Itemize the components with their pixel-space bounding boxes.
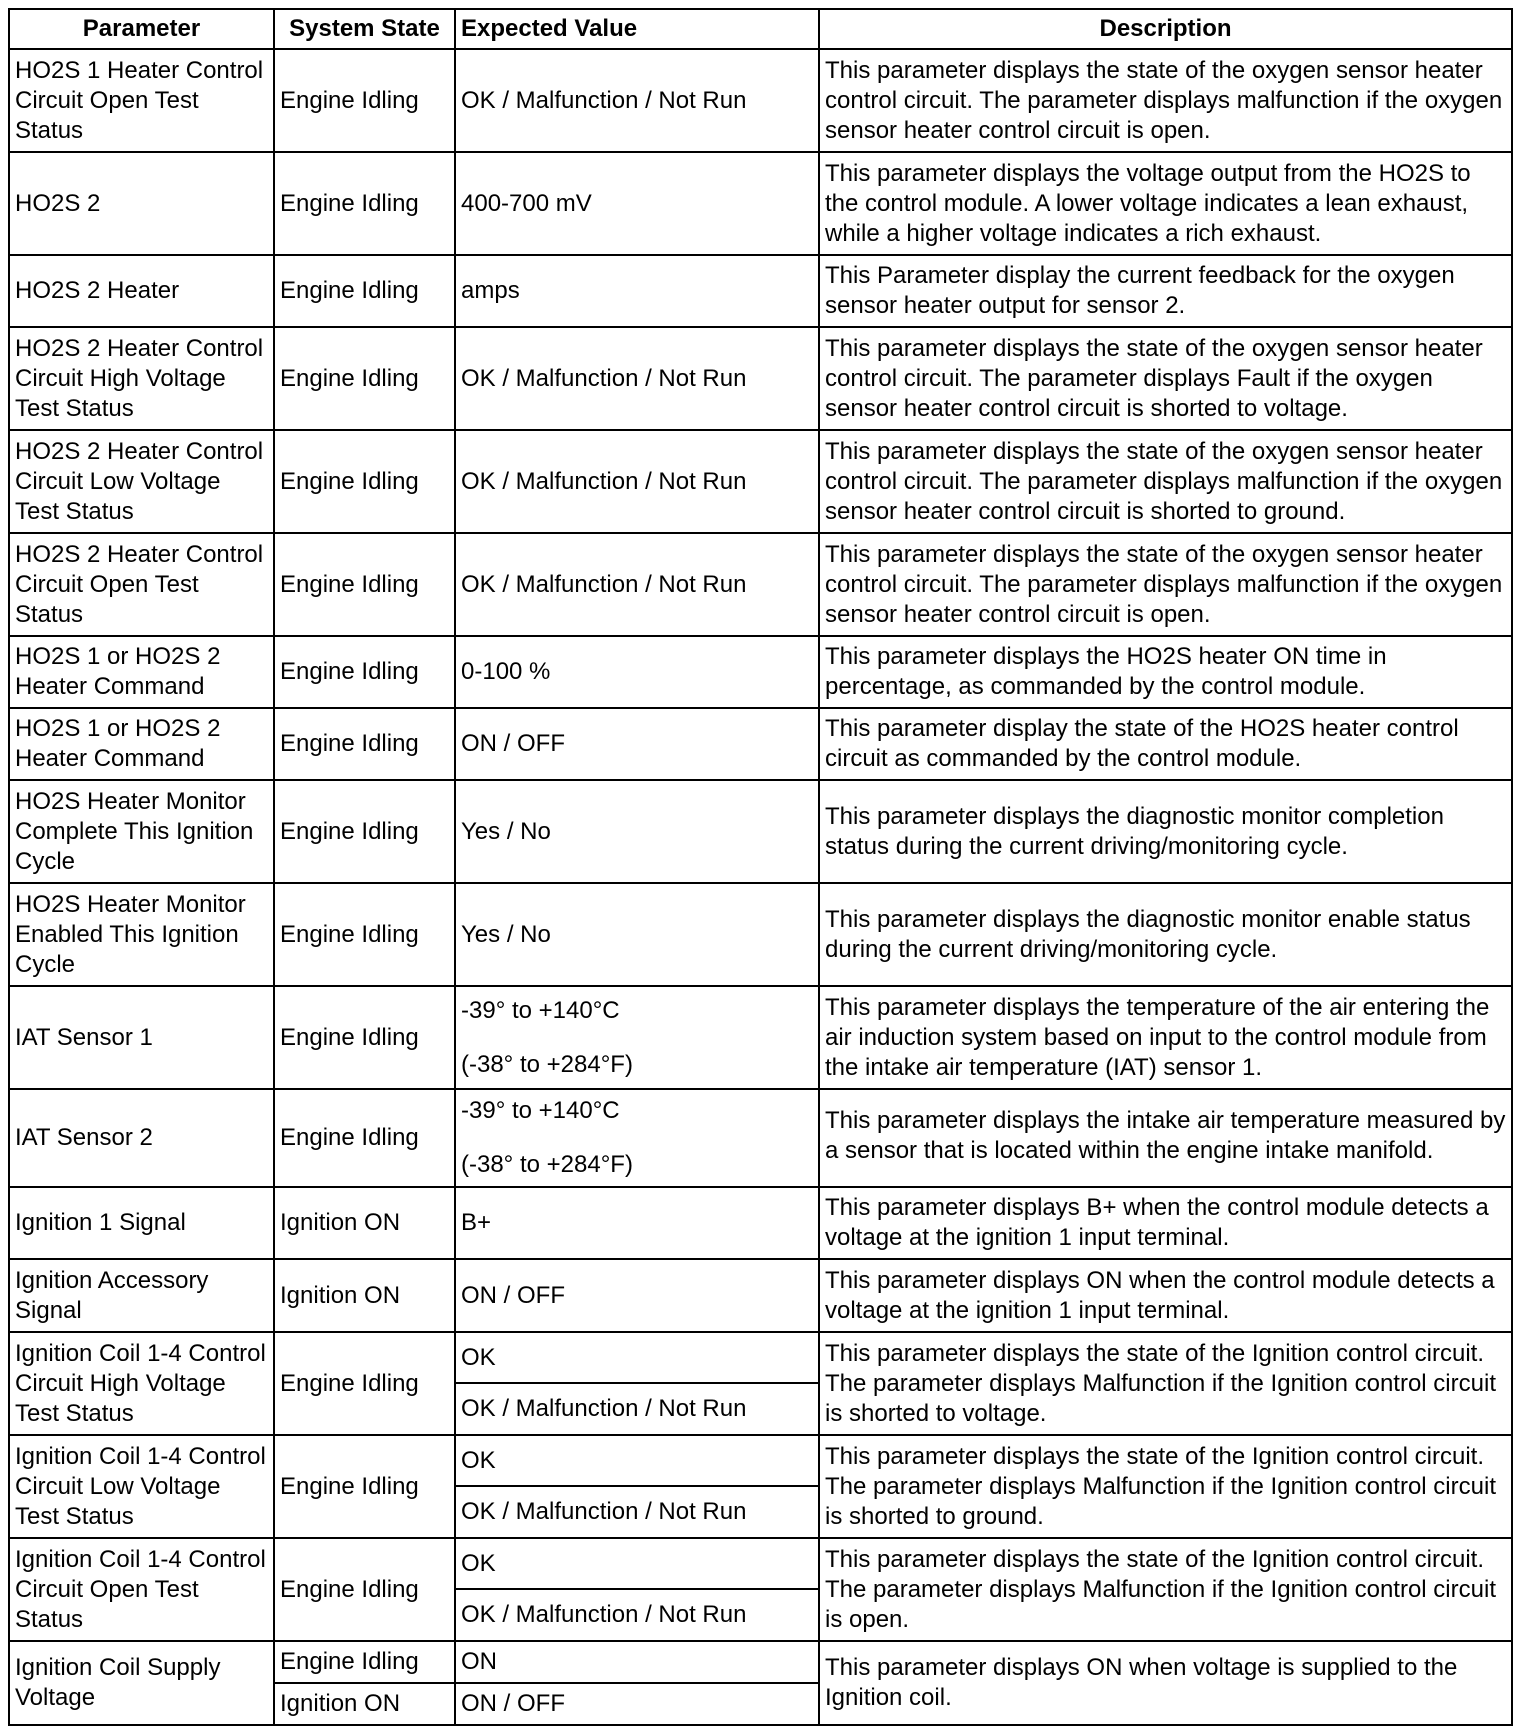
description-cell: This parameter displays the state of the oxygen sensor heater control circuit. The parameter displays malfunction if the oxygen sensor heater control circuit is open. xyxy=(819,49,1512,152)
expected-value-fahrenheit: (-38° to +284°F) xyxy=(461,1151,633,1178)
system-state-cell: Ignition ON xyxy=(274,1683,455,1725)
table-row xyxy=(9,430,1512,533)
description-cell: This parameter displays the state of the oxygen sensor heater control circuit. The parameter displays Fault if the oxygen sensor heater control circuit is shorted to voltage. xyxy=(819,327,1512,430)
description-cell: This parameter displays the state of the Ignition control circuit. The parameter displays Malfunction if the Ignition control circuit is open. xyxy=(819,1538,1512,1641)
expected-value-cell: OK / Malfunction / Not Run xyxy=(455,1589,819,1641)
system-state-cell: Engine Idling xyxy=(274,780,455,883)
parameter-cell: HO2S Heater Monitor Complete This Ignition Cycle xyxy=(9,780,274,883)
expected-value-fahrenheit: (-38° to +284°F) xyxy=(461,1050,633,1078)
header-parameter: Parameter xyxy=(9,9,274,49)
header-row xyxy=(9,9,1512,49)
description-cell: This parameter displays ON when the control module detects a voltage at the ignition 1 input terminal. xyxy=(819,1259,1512,1332)
table-row xyxy=(9,255,1512,327)
table-row xyxy=(9,533,1512,636)
expected-value-cell: OK xyxy=(455,1538,819,1589)
parameter-cell: Ignition Accessory Signal xyxy=(9,1259,274,1332)
expected-value-cell: OK / Malfunction / Not Run xyxy=(455,49,819,152)
table-row xyxy=(9,1641,1512,1683)
system-state-cell: Engine Idling xyxy=(274,708,455,780)
description-cell: This Parameter display the current feedback for the oxygen sensor heater output for sensor 2. xyxy=(819,255,1512,327)
system-state-cell: Ignition ON xyxy=(274,1259,455,1332)
system-state-cell: Engine Idling xyxy=(274,1538,455,1641)
expected-value-cell: 0-100 % xyxy=(455,636,819,708)
table-row xyxy=(9,986,1512,1089)
description-cell: This parameter displays the intake air temperature measured by a sensor that is located within the engine intake manifold. xyxy=(819,1089,1512,1187)
parameter-cell: HO2S 1 Heater Control Circuit Open Test Status xyxy=(9,49,274,152)
expected-value-cell: OK / Malfunction / Not Run xyxy=(455,1486,819,1538)
parameter-cell: Ignition Coil Supply Voltage xyxy=(9,1641,274,1725)
description-cell: This parameter displays the diagnostic monitor completion status during the current driving/monitoring cycle. xyxy=(819,780,1512,883)
description-cell: This parameter displays the HO2S heater ON time in percentage, as commanded by the control module. xyxy=(819,636,1512,708)
expected-value-cell: 400-700 mV xyxy=(455,152,819,255)
expected-value-cell: OK / Malfunction / Not Run xyxy=(455,327,819,430)
system-state-cell: Engine Idling xyxy=(274,152,455,255)
expected-value-cell: OK / Malfunction / Not Run xyxy=(455,533,819,636)
description-cell: This parameter displays the state of the oxygen sensor heater control circuit. The parameter displays malfunction if the oxygen sensor heater control circuit is open. xyxy=(819,533,1512,636)
expected-value-cell: Yes / No xyxy=(455,883,819,986)
parameter-cell: HO2S 1 or HO2S 2 Heater Command xyxy=(9,636,274,708)
expected-value-cell xyxy=(455,986,819,1089)
parameter-cell: HO2S 2 Heater Control Circuit Low Voltage Test Status xyxy=(9,430,274,533)
system-state-cell: Engine Idling xyxy=(274,49,455,152)
table-row xyxy=(9,152,1512,255)
system-state-cell: Engine Idling xyxy=(274,1435,455,1538)
description-cell: This parameter display the state of the HO2S heater control circuit as commanded by the control module. xyxy=(819,708,1512,780)
expected-value-cell: B+ xyxy=(455,1187,819,1259)
table-row xyxy=(9,1538,1512,1589)
header-system-state: System State xyxy=(274,9,455,49)
table-row xyxy=(9,636,1512,708)
expected-value-cell xyxy=(455,1089,819,1187)
expected-value-cell: ON xyxy=(455,1641,819,1683)
description-cell: This parameter displays the state of the Ignition control circuit. The parameter displays Malfunction if the Ignition control circuit is shorted to voltage. xyxy=(819,1332,1512,1435)
table-row xyxy=(9,1435,1512,1486)
parameter-cell: Ignition Coil 1-4 Control Circuit High Voltage Test Status xyxy=(9,1332,274,1435)
parameter-cell: Ignition Coil 1-4 Control Circuit Open Test Status xyxy=(9,1538,274,1641)
parameter-cell: HO2S 2 xyxy=(9,152,274,255)
parameter-cell: Ignition 1 Signal xyxy=(9,1187,274,1259)
table-row xyxy=(9,883,1512,986)
expected-value-cell: OK xyxy=(455,1332,819,1383)
parameter-cell: HO2S Heater Monitor Enabled This Ignition Cycle xyxy=(9,883,274,986)
parameter-table xyxy=(8,8,1513,1726)
system-state-cell: Engine Idling xyxy=(274,986,455,1089)
header-expected-value: Expected Value xyxy=(455,9,819,49)
parameter-cell: Ignition Coil 1-4 Control Circuit Low Voltage Test Status xyxy=(9,1435,274,1538)
system-state-cell: Engine Idling xyxy=(274,883,455,986)
table-row xyxy=(9,1187,1512,1259)
header-description: Description xyxy=(819,9,1512,49)
description-cell: This parameter displays the state of the oxygen sensor heater control circuit. The parameter displays malfunction if the oxygen sensor heater control circuit is shorted to ground. xyxy=(819,430,1512,533)
table-row xyxy=(9,1089,1512,1187)
parameter-cell: IAT Sensor 1 xyxy=(9,986,274,1089)
description-cell: This parameter displays the state of the Ignition control circuit. The parameter displays Malfunction if the Ignition control circuit is shorted to ground. xyxy=(819,1435,1512,1538)
expected-value-cell: OK xyxy=(455,1435,819,1486)
parameter-document xyxy=(8,8,1511,1718)
description-cell: This parameter displays the temperature of the air entering the air induction system based on input to the control module from the intake air temperature (IAT) sensor 1. xyxy=(819,986,1512,1089)
parameter-cell: IAT Sensor 2 xyxy=(9,1089,274,1187)
system-state-cell: Ignition ON xyxy=(274,1187,455,1259)
table-row xyxy=(9,780,1512,883)
table-row xyxy=(9,49,1512,152)
parameter-cell: HO2S 2 Heater xyxy=(9,255,274,327)
table-row xyxy=(9,1332,1512,1383)
expected-value-cell: ON / OFF xyxy=(455,1683,819,1725)
description-cell: This parameter displays the diagnostic monitor enable status during the current driving/monitoring cycle. xyxy=(819,883,1512,986)
system-state-cell: Engine Idling xyxy=(274,533,455,636)
expected-value-cell: OK / Malfunction / Not Run xyxy=(455,1383,819,1435)
parameter-cell: HO2S 2 Heater Control Circuit Open Test Status xyxy=(9,533,274,636)
system-state-cell: Engine Idling xyxy=(274,430,455,533)
system-state-cell: Engine Idling xyxy=(274,327,455,430)
system-state-cell: Engine Idling xyxy=(274,1332,455,1435)
parameter-cell: HO2S 2 Heater Control Circuit High Voltage Test Status xyxy=(9,327,274,430)
expected-value-cell: amps xyxy=(455,255,819,327)
system-state-cell: Engine Idling xyxy=(274,1089,455,1187)
description-cell: This parameter displays the voltage output from the HO2S to the control module. A lower voltage indicates a lean exhaust, while a higher voltage indicates a rich exhaust. xyxy=(819,152,1512,255)
system-state-cell: Engine Idling xyxy=(274,255,455,327)
system-state-cell: Engine Idling xyxy=(274,636,455,708)
expected-value-cell: ON / OFF xyxy=(455,708,819,780)
parameter-cell: HO2S 1 or HO2S 2 Heater Command xyxy=(9,708,274,780)
expected-value-cell: Yes / No xyxy=(455,780,819,883)
table-row xyxy=(9,708,1512,780)
table-row xyxy=(9,1259,1512,1332)
expected-value-cell: OK / Malfunction / Not Run xyxy=(455,430,819,533)
expected-value-cell: ON / OFF xyxy=(455,1259,819,1332)
description-cell: This parameter displays B+ when the control module detects a voltage at the ignition 1 input terminal. xyxy=(819,1187,1512,1259)
system-state-cell: Engine Idling xyxy=(274,1641,455,1683)
expected-value-celsius: -39° to +140°C xyxy=(461,1097,620,1124)
expected-value-celsius: -39° to +140°C xyxy=(461,996,620,1024)
table-row xyxy=(9,327,1512,430)
description-cell: This parameter displays ON when voltage is supplied to the Ignition coil. xyxy=(819,1641,1512,1725)
